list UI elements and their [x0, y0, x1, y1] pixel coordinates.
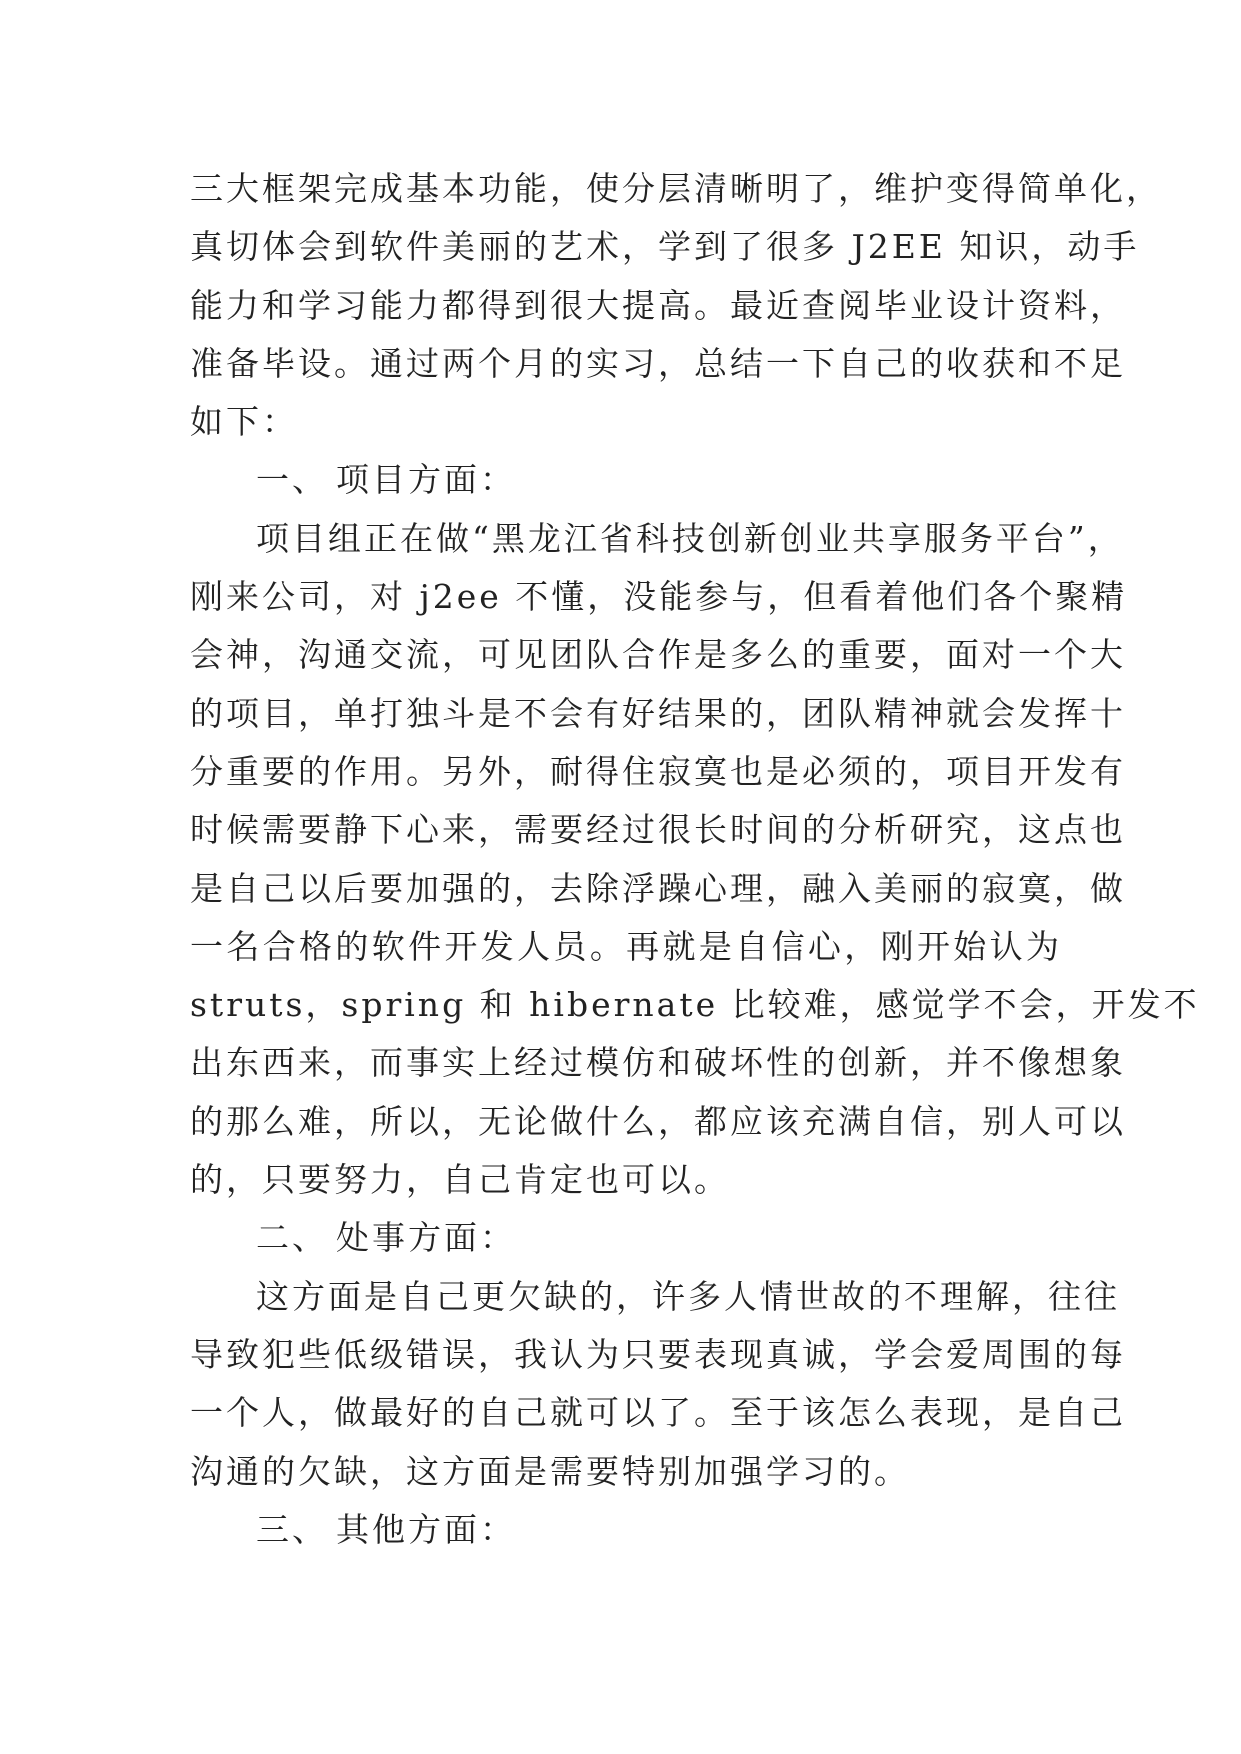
section-1-line: 的那么难，所以，无论做什么，都应该充满自信，别人可以 — [190, 1101, 1126, 1141]
document-body — [190, 160, 1200, 1559]
intro-line: 真切体会到软件美丽的艺术，学到了很多 J2EE 知识，动手 — [190, 227, 1140, 267]
section-2-line: 导致犯些低级错误，我认为只要表现真诚，学会爱周围的每 — [190, 1334, 1126, 1374]
section-number: 三、 — [256, 1509, 328, 1549]
section-title: 处事方面： — [336, 1218, 516, 1258]
section-number: 一、 — [256, 460, 328, 500]
section-heading-project — [190, 451, 1062, 509]
intro-line: 能力和学习能力都得到很大提高。最近查阅毕业设计资料， — [190, 285, 1126, 325]
section-2-line: 沟通的欠缺，这方面是需要特别加强学习的。 — [190, 1451, 910, 1491]
section-1-line: 是自己以后要加强的，去除浮躁心理，融入美丽的寂寞，做 — [190, 868, 1126, 908]
section-2-line: 一个人，做最好的自己就可以了。至于该怎么表现，是自己 — [190, 1393, 1126, 1433]
intro-line: 准备毕设。通过两个月的实习，总结一下自己的收获和不足 — [190, 343, 1126, 383]
section-heading-other — [190, 1501, 1062, 1559]
section-number: 二、 — [256, 1218, 328, 1258]
section-1-line: 项目组正在做“黑龙江省科技创新创业共享服务平台”， — [256, 518, 1124, 558]
section-title: 项目方面： — [336, 460, 516, 500]
section-1-line: 刚来公司，对 j2ee 不懂，没能参与，但看着他们各个聚精 — [190, 577, 1128, 617]
section-1-line: 分重要的作用。另外，耐得住寂寞也是必须的，项目开发有 — [190, 751, 1126, 791]
section-1-line: 出东西来，而事实上经过模仿和破坏性的创新，并不像想象 — [190, 1043, 1126, 1083]
section-1-line: struts，spring 和 hibernate 比较难，感觉学不会，开发不 — [190, 985, 1200, 1025]
section-1-line: 一名合格的软件开发人员。再就是自信心，刚开始认为 — [190, 926, 1062, 966]
section-1-line: 时候需要静下心来，需要经过很长时间的分析研究，这点也 — [190, 810, 1126, 850]
intro-line: 三大框架完成基本功能，使分层清晰明了，维护变得简单化， — [190, 169, 1162, 208]
section-2-line: 这方面是自己更欠缺的，许多人情世故的不理解，往往 — [256, 1276, 1120, 1316]
section-1-line: 的项目，单打独斗是不会有好结果的，团队精神就会发挥十 — [190, 693, 1126, 733]
section-title: 其他方面： — [336, 1509, 516, 1549]
section-heading-conduct — [190, 1209, 1062, 1267]
intro-line: 如下： — [190, 402, 298, 442]
section-1-line: 的，只要努力，自己肯定也可以。 — [190, 1160, 730, 1200]
section-1-line: 会神，沟通交流，可见团队合作是多么的重要，面对一个大 — [190, 635, 1126, 675]
